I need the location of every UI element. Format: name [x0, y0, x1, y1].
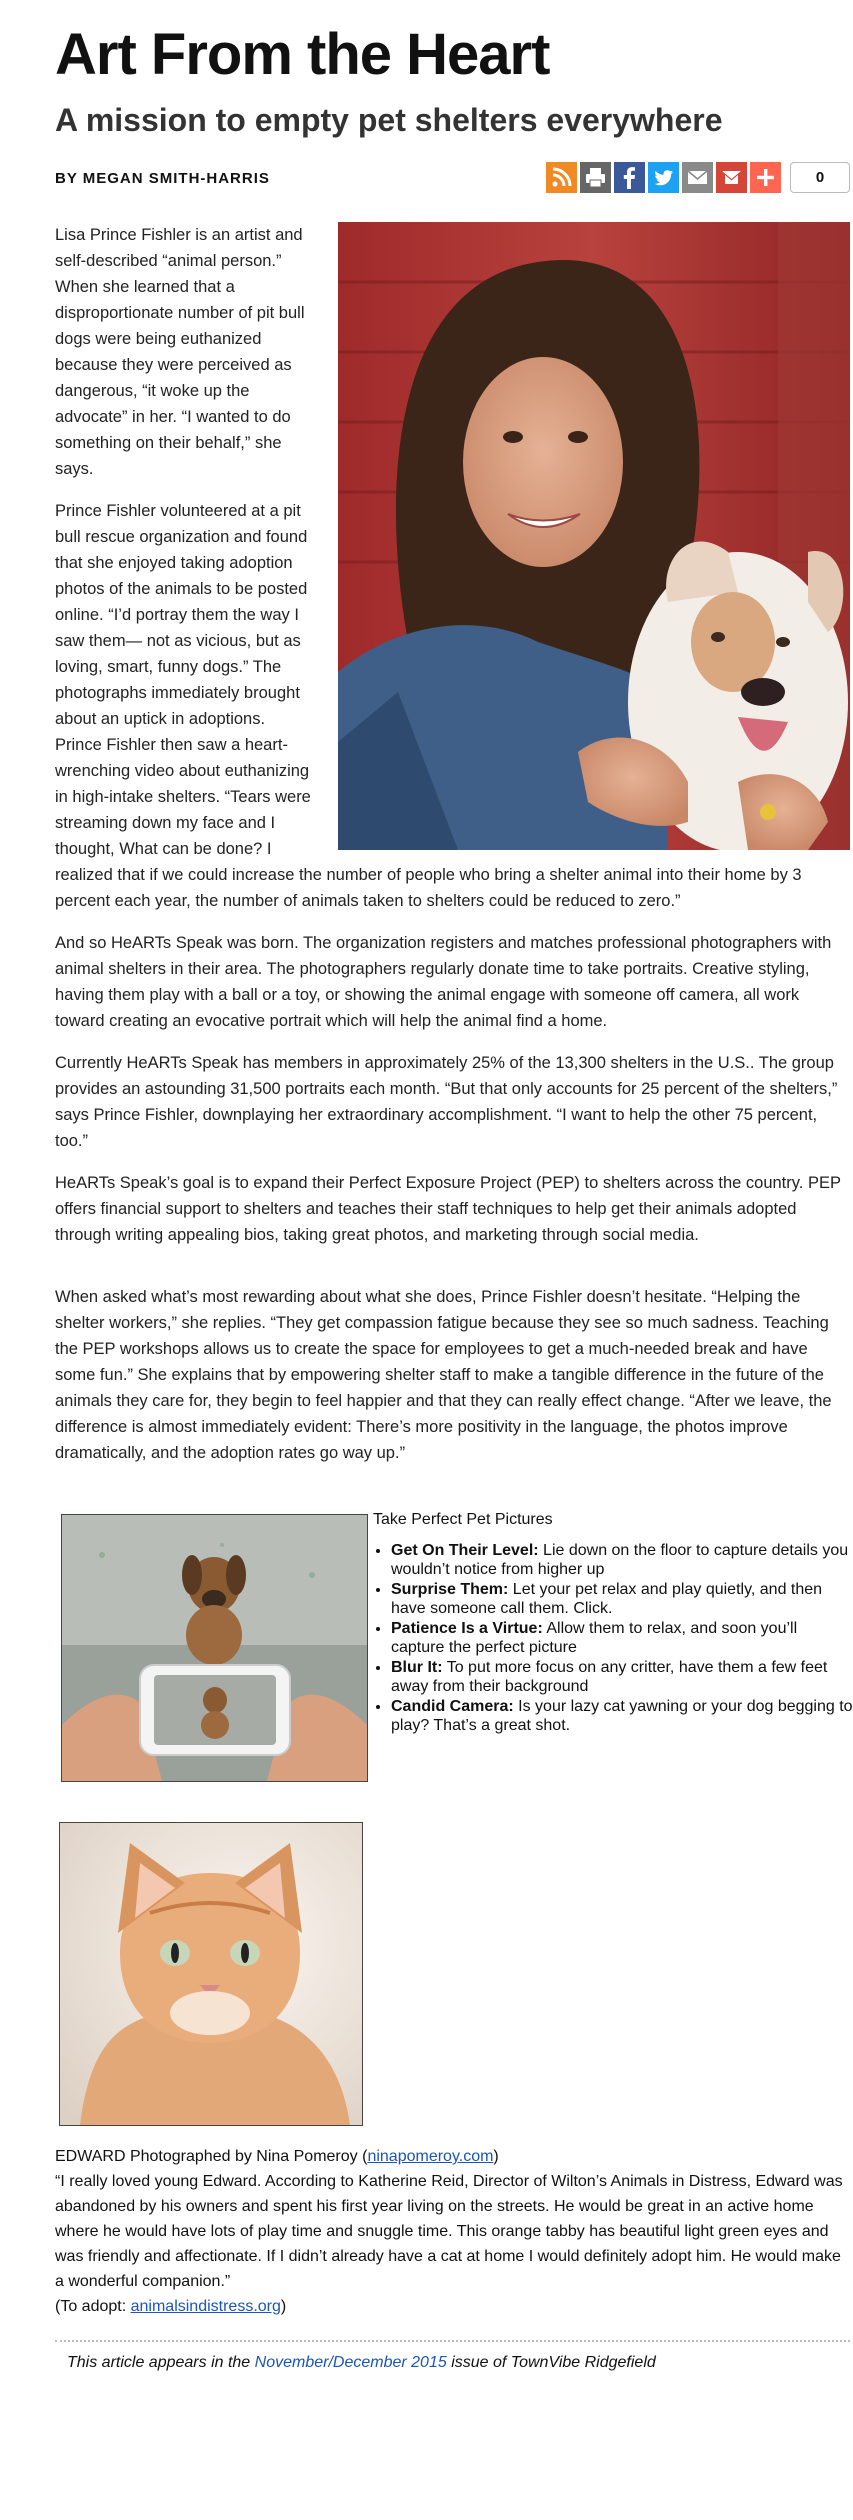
tip-text: To put more focus on any critter, have them a few feet away from their background	[391, 1659, 828, 1695]
print-icon[interactable]	[580, 162, 611, 193]
divider	[55, 2340, 850, 2342]
tip-term: Blur It:	[391, 1659, 443, 1676]
tips-photo-puppy-phone	[61, 1514, 368, 1782]
tip-item	[391, 1697, 853, 1735]
tip-item	[391, 1658, 853, 1696]
tip-item	[391, 1619, 853, 1657]
share-toolbar	[546, 162, 850, 193]
article-body	[55, 222, 850, 1482]
article-paragraph: Lisa Prince Fishler is an artist and self-described “animal person.” When she learned that a disproportionate number of pit bull dogs were being euthanized because they were perceived as dangerous, “it woke up the advocate” in her. “I wanted to do something on their behalf,” she says.	[55, 226, 305, 478]
caption-credit-text: EDWARD Photographed by Nina Pomeroy (	[55, 2148, 368, 2165]
more-icon[interactable]	[750, 162, 781, 193]
adoption-link[interactable]: animalsindistress.org	[130, 2298, 281, 2315]
byline: BY MEGAN SMITH-HARRIS	[55, 170, 270, 187]
article-paragraph: HeARTs Speak’s goal is to expand their Perfect Exposure Project (PEP) to shelters across the country. PEP offers financial support to shelters and teaches their staff techniques to help get their animals adopted through writing appealing bios, taking great photos, and marketing through social media.	[55, 1174, 841, 1244]
article-paragraph: When asked what’s most rewarding about what she does, Prince Fishler doesn’t hesitate. “Helping the shelter workers,” she replies. “They get compassion fatigue because they see so much sadness. Teaching the PEP workshops allows us to create the space for employees to get a much-needed break and have some fun.” She explains that by empowering shelter staff to make a tangible difference in the future of the animals they care for, they begin to feel happier and that they can really effect change. “After we leave, the difference is almost immediately evident: There’s more positivity in the language, the photos improve dramatically, and the adoption rates go way up.”	[55, 1288, 832, 1462]
caption-credit	[55, 2144, 850, 2169]
tip-text: Allow them to relax, and soon you’ll capture the perfect picture	[391, 1620, 798, 1656]
share-count: 0	[790, 162, 850, 193]
caption-adopt-text: (To adopt:	[55, 2298, 131, 2315]
tip-text: Let your pet relax and play quietly, and then have someone call them. Click.	[391, 1581, 823, 1617]
photo-caption	[55, 2144, 850, 2319]
tips-text	[373, 1510, 853, 1736]
rss-icon[interactable]	[546, 162, 577, 193]
article-paragraph: Currently HeARTs Speak has members in approximately 25% of the 13,300 shelters in the U.S.. The group provides an astounding 31,500 portraits each month. “But that only accounts for 25 percent of the shelters,” says Prince Fishler, downplaying her extraordinary accomplishment. “I want to help the other 75 percent, too.”	[55, 1054, 838, 1150]
tip-item	[391, 1580, 853, 1618]
email-icon[interactable]	[682, 162, 713, 193]
tip-item	[391, 1541, 853, 1579]
issue-note	[67, 2350, 656, 2376]
caption-adopt-close: )	[280, 2298, 287, 2315]
article-paragraph: Prince Fishler volunteered at a pit bull rescue organization and found that she enjoyed taking adoption photos of the animals to be posted online. “I’d portray them the way I saw them— not as vicious, but as loving, smart, funny dogs.” The photographs immediately brought about an uptick in adoptions. Prince Fishler then saw a heart-wrenching video about euthanizing in high-intake shelters. “Tears were streaming down my face and I thought, What can be done? I realized that if we could increase the number of people who bring a shelter animal into their home by 3 percent each year, the number of animals taken to shelters could be reduced to zero.”	[55, 502, 802, 910]
article-title: Art From the Heart	[55, 22, 550, 87]
tips-list	[373, 1541, 853, 1735]
facebook-icon[interactable]	[614, 162, 645, 193]
tip-text: Is your lazy cat yawning or your dog begging to play? That’s a great shot.	[391, 1698, 853, 1734]
issue-note-prefix: This article appears in the	[67, 2354, 255, 2371]
hero-photo-artist-with-pit-bull	[338, 222, 850, 850]
cat-photo-edward	[59, 1822, 363, 2126]
gmail-icon[interactable]	[716, 162, 747, 193]
twitter-icon[interactable]	[648, 162, 679, 193]
tip-term: Patience Is a Virtue:	[391, 1620, 543, 1637]
tip-text: Lie down on the floor to capture details you wouldn’t notice from higher up	[391, 1542, 849, 1578]
photographer-link[interactable]: ninapomeroy.com	[367, 2148, 494, 2165]
tips-section	[55, 1510, 853, 1780]
byline-row	[55, 162, 850, 198]
article-subtitle: A mission to empty pet shelters everywhere	[55, 102, 723, 138]
issue-note-suffix: issue of TownVibe Ridgefield	[446, 2354, 656, 2371]
tip-term: Candid Camera:	[391, 1698, 514, 1715]
caption-credit-close: )	[493, 2148, 499, 2165]
issue-link[interactable]: November/December 2015	[254, 2354, 447, 2371]
article-paragraph: And so HeARTs Speak was born. The organization registers and matches professional photographers with animal shelters in their area. The photographers regularly donate time to take portraits. Creative styling, having them play with a ball or a toy, or showing the animal engage with someone off camera, all work toward creating an evocative portrait which will help the animal find a home.	[55, 934, 832, 1030]
caption-adopt	[55, 2294, 850, 2319]
tip-term: Get On Their Level:	[391, 1542, 539, 1559]
tips-title: Take Perfect Pet Pictures	[373, 1511, 553, 1528]
caption-quote: “I really loved young Edward. According to Katherine Reid, Director of Wilton’s Animals in Distress, Edward was abandoned by his owners and spent his first year living on the streets. He would be great in an active home where he would have lots of play time and snuggle time. This orange tabby has beautiful light green eyes and was friendly and affectionate. If I didn’t already have a cat at home I would definitely adopt him. He would make a wonderful companion.”	[55, 2173, 843, 2290]
tip-term: Surprise Them:	[391, 1581, 509, 1598]
